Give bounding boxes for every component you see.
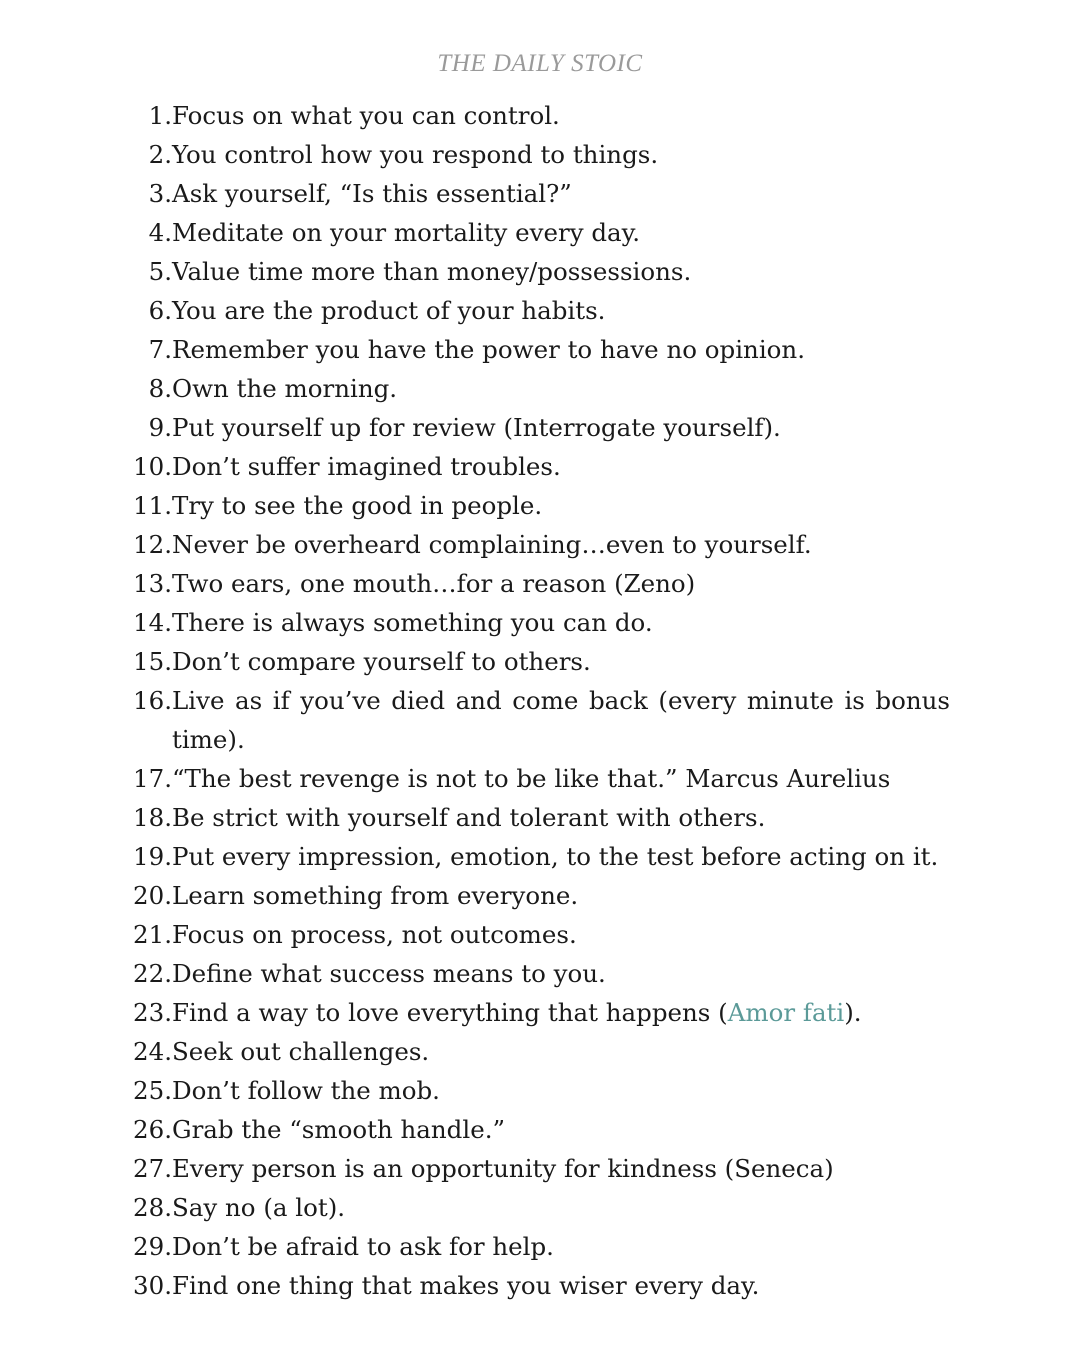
item-text: Never be overheard complaining…even to yourself. <box>172 530 812 559</box>
item-number: 7. <box>148 335 172 364</box>
list-item <box>120 1266 950 1305</box>
item-number: 1. <box>148 101 172 130</box>
item-number: 18. <box>133 803 172 832</box>
list-item <box>120 954 950 993</box>
item-text-after: ). <box>844 998 862 1027</box>
item-text: You control how you respond to things. <box>172 140 659 169</box>
item-number: 29. <box>133 1232 172 1261</box>
amor-fati-highlight: Amor fati <box>727 998 845 1027</box>
item-text: Don’t be afraid to ask for help. <box>172 1232 554 1261</box>
item-text: Meditate on your mortality every day. <box>172 218 641 247</box>
item-text: Focus on process, not outcomes. <box>172 920 577 949</box>
item-text: Learn something from everyone. <box>172 881 579 910</box>
list-item <box>120 525 950 564</box>
item-text: Own the morning. <box>172 374 398 403</box>
list-item <box>120 1110 950 1149</box>
list-item <box>120 681 950 759</box>
list-item <box>120 408 950 447</box>
item-text: You are the product of your habits. <box>172 296 606 325</box>
list-item <box>120 447 950 486</box>
list-item <box>120 96 950 135</box>
list-item <box>120 1149 950 1188</box>
list-item <box>120 642 950 681</box>
item-text: Be strict with yourself and tolerant with others. <box>172 803 766 832</box>
item-number: 2. <box>148 140 172 169</box>
list-item <box>120 486 950 525</box>
page-title: THE DAILY STOIC <box>437 50 643 77</box>
item-text: Remember you have the power to have no opinion. <box>172 335 805 364</box>
item-number: 19. <box>133 842 172 871</box>
item-number: 9. <box>148 413 172 442</box>
item-text: Find one thing that makes you wiser every day. <box>172 1271 760 1300</box>
item-number: 23. <box>133 998 172 1027</box>
list-item <box>120 1188 950 1227</box>
item-text <box>172 993 950 1032</box>
item-text: Define what success means to you. <box>172 959 606 988</box>
item-number: 20. <box>133 881 172 910</box>
item-text: Seek out challenges. <box>172 1037 430 1066</box>
item-number: 14. <box>133 608 172 637</box>
list-item <box>120 603 950 642</box>
item-number: 27. <box>133 1154 172 1183</box>
item-number: 21. <box>133 920 172 949</box>
item-number: 17. <box>133 764 172 793</box>
item-text: Put every impression, emotion, to the test before acting on it. <box>172 842 939 871</box>
list-item <box>120 291 950 330</box>
item-text: Say no (a lot). <box>172 1193 346 1222</box>
item-number: 30. <box>133 1271 172 1300</box>
list-item <box>120 174 950 213</box>
list-item <box>120 369 950 408</box>
item-text: “The best revenge is not to be like that.” Marcus Aurelius <box>172 764 891 793</box>
item-text: Ask yourself, “Is this essential?” <box>172 179 572 208</box>
item-number: 4. <box>148 218 172 247</box>
item-text: Put yourself up for review (Interrogate yourself). <box>172 413 781 442</box>
list-item <box>120 993 950 1032</box>
list-item <box>120 759 950 798</box>
item-number: 12. <box>133 530 172 559</box>
list-item <box>120 564 950 603</box>
item-text: Live as if you’ve died and come back (every minute is bonus time). <box>172 686 950 754</box>
list-item <box>120 330 950 369</box>
item-text: Value time more than money/possessions. <box>172 257 692 286</box>
item-number: 3. <box>148 179 172 208</box>
item-text: Grab the “smooth handle.” <box>172 1115 506 1144</box>
item-number: 10. <box>133 452 172 481</box>
item-text-before: Find a way to love everything that happens ( <box>172 998 728 1027</box>
item-text: Focus on what you can control. <box>172 101 560 130</box>
list-item <box>120 798 950 837</box>
item-text: Don’t follow the mob. <box>172 1076 440 1105</box>
list-item <box>120 213 950 252</box>
item-text: Don’t compare yourself to others. <box>172 647 591 676</box>
item-number: 11. <box>133 491 172 520</box>
item-number: 8. <box>148 374 172 403</box>
item-number: 6. <box>148 296 172 325</box>
list-item <box>120 1227 950 1266</box>
list-item <box>120 252 950 291</box>
item-number: 22. <box>133 959 172 988</box>
item-number: 28. <box>133 1193 172 1222</box>
item-number: 24. <box>133 1037 172 1066</box>
list-item <box>120 837 950 876</box>
list-item <box>120 1071 950 1110</box>
item-number: 15. <box>133 647 172 676</box>
list-item <box>120 1032 950 1071</box>
list-item <box>120 135 950 174</box>
item-number: 25. <box>133 1076 172 1105</box>
item-text: Don’t suffer imagined troubles. <box>172 452 561 481</box>
item-number: 13. <box>133 569 172 598</box>
list-item <box>120 915 950 954</box>
item-number: 16. <box>133 686 172 715</box>
item-text: There is always something you can do. <box>172 608 653 637</box>
item-number: 26. <box>133 1115 172 1144</box>
item-number: 5. <box>148 257 172 286</box>
item-text: Every person is an opportunity for kindness (Seneca) <box>172 1154 834 1183</box>
item-text: Try to see the good in people. <box>172 491 543 520</box>
stoic-list <box>120 96 950 1305</box>
item-text: Two ears, one mouth…for a reason (Zeno) <box>172 569 696 598</box>
list-item <box>120 876 950 915</box>
